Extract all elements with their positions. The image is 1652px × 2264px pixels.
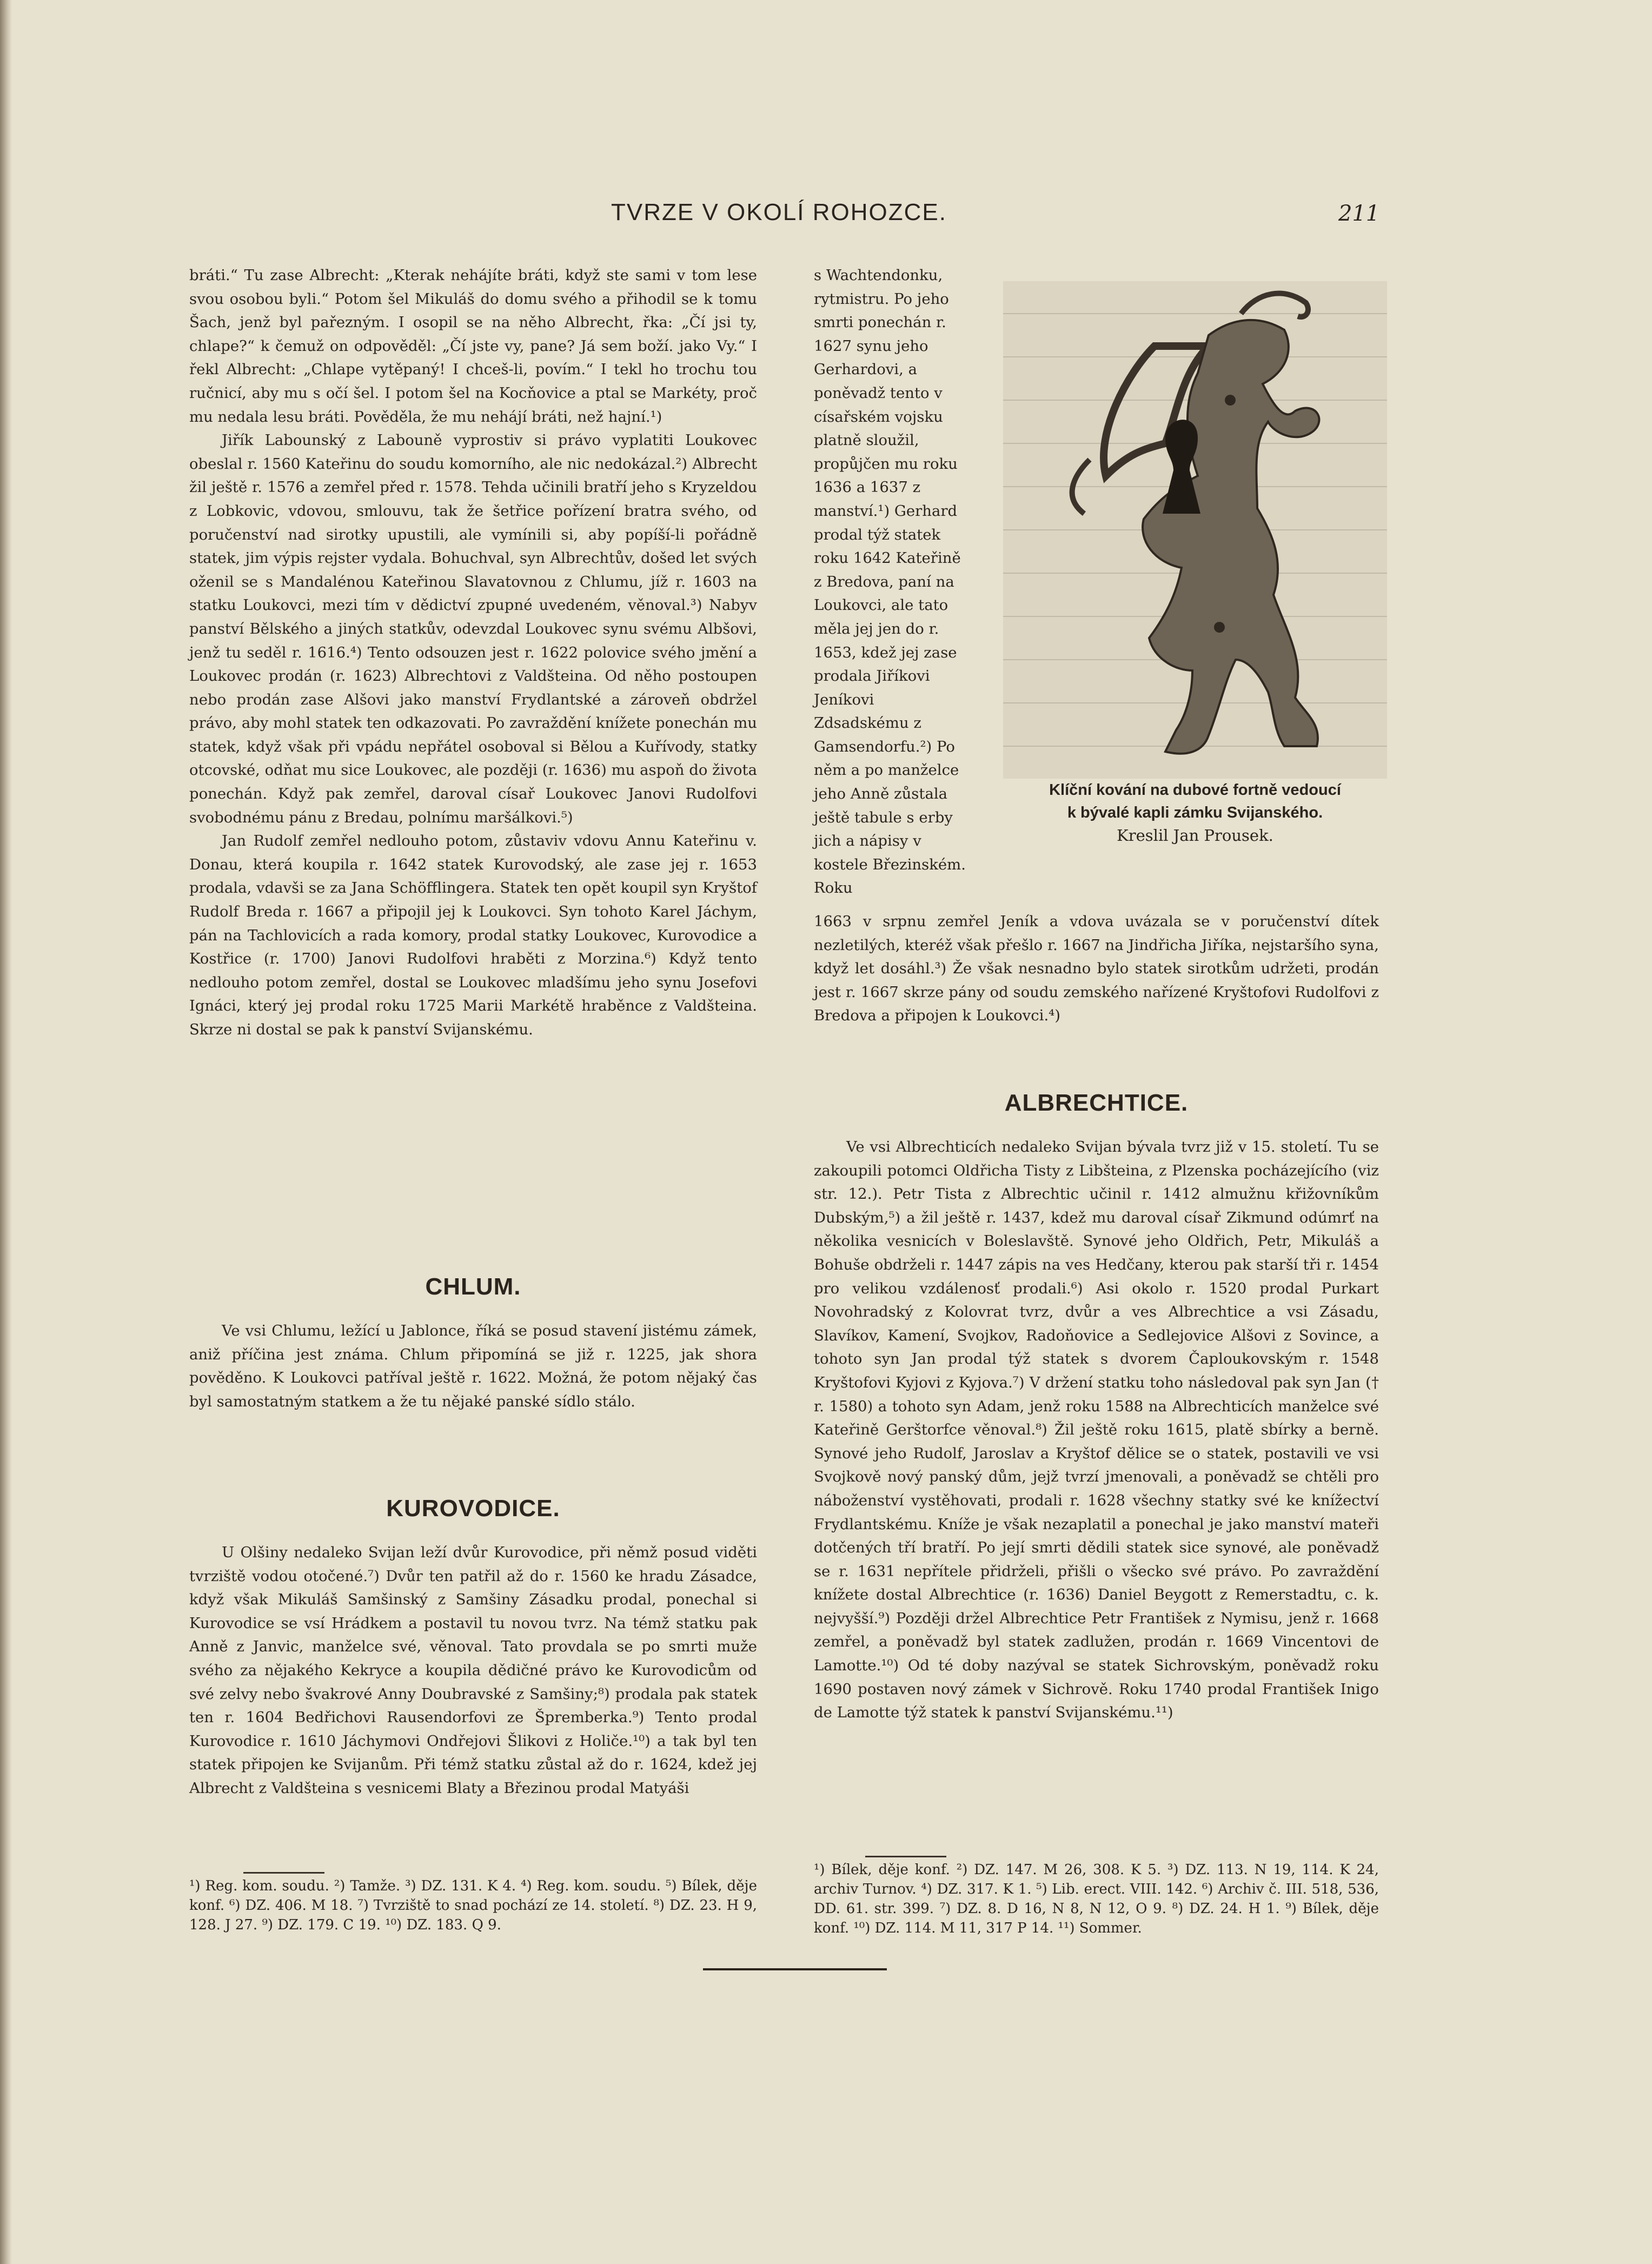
bottom-ornamental-rule	[703, 1968, 887, 1970]
right-footnotes: ¹) Bílek, děje konf. ²) DZ. 147. M 26, 308. K 5. ³) DZ. 113. N 19, 114. K 24, archiv Turnov. ⁴) DZ. 317. K 1. ⁵) Lib. erect. VIII. 142. ⁶) Archiv č. III. 518, 536, DD. 61. str. 399. ⁷) DZ. 8. D 16, N 8, N 12, O 9. ⁸) DZ. 24. H 1. ⁹) Bílek, děje konf. ¹⁰) DZ. 114. M 11, 317 P 14. ¹¹) Sommer.	[814, 1862, 1379, 1936]
caption-credit: Kreslil Jan Prousek.	[1117, 826, 1273, 845]
page-number: 211	[1338, 201, 1380, 226]
paragraph: Jan Rudolf zemřel nedlouho potom, zůstaviv vdovu Annu Kateřinu v. Donau, která koupila r. 1642 statek Kurovodský, ale zase jej r. 1653 prodala, vdavši se za Jana Schöfflingera. Statek ten opět koupil syn Kryštof Rudolf Breda r. 1667 a připojil jej k Loukovci. Syn tohoto Karel Jáchym, pán na Tachlovicích a rada komory, prodal statky Loukovec, Kurovodice a Kostřice (r. 1700) Janovi Rudolfovi hraběti z Morzina.⁶) Když tento nedlouho potom zemřel, dostal se Loukovec mladšímu jeho synu Josefovi Ignáci, který jej prodal roku 1725 Marii Markétě hraběnce z Valdšteina. Skrze ni dostal se pak k panství Svijanskému.	[189, 832, 757, 1038]
footnote-divider	[243, 1872, 324, 1874]
paragraph: 1663 v srpnu zemřel Jeník a vdova uvázala se v poručenství dítek nezletilých, kteréž však přešlo r. 1667 na Jindřicha Jiříka, nejstaršího syna, když let dosáhl.³) Že však nesnadno bylo statek sirotkům udržeti, prodán jest r. 1667 skrze pány od soudu zemského nařízené Kryštofovi Rudolfovi z Bredova a připojen k Loukovci.⁴)	[814, 913, 1379, 1025]
left-footnotes: ¹) Reg. kom. soudu. ²) Tamže. ³) DZ. 131. K 4. ⁴) Reg. kom. soudu. ⁵) Bílek, děje konf. ⁶) DZ. 406. M 18. ⁷) Tvrziště to snad pochází ze 14. století. ⁸) DZ. 23. H 9, 128. J 27. ⁹) DZ. 179. C 19. ¹⁰) DZ. 183. Q 9.	[189, 1878, 757, 1933]
caption-line: Klíční kování na dubové fortně vedoucí	[1049, 781, 1341, 799]
left-column	[189, 264, 757, 1042]
figure-caption	[990, 779, 1401, 847]
running-header: TVRZE V OKOLÍ ROHOZCE.	[611, 199, 947, 225]
right-column-continued	[814, 910, 1379, 1028]
paragraph: Ve vsi Albrechticích nedaleko Svijan bývala tvrz již v 15. století. Tu se zakoupili potomci Oldřicha Tisty z Libšteina, z Plzenska pocházejícího (viz str. 12.). Petr Tista z Albrechtic učinil r. 1412 almužnu křižovníkům Dubským,⁵) a žil ještě r. 1437, kdež mu daroval císař Zikmund odúmrť na několika vesnicích v Boleslavště. Synové jeho Oldřich, Petr, Mikuláš a Bohuše obdrželi r. 1447 zápis na ves Hedčany, kterou pak starší tři r. 1454 pro velikou vzdálenosť prodali.⁶) Asi okolo r. 1520 prodal Purkart Novohradský z Kolovrat tvrz, dvůr a ves Albrechtice a vsi Zásadu, Slavíkov, Kamení, Svojkov, Radoňovice a Sedlejovice Alšovi z Sovince, a tohoto syn Jan prodal týž statek s dvorem Čaploukovským r. 1548 Kryštofovi Kyjovi z Kyjova.⁷) V držení statku toho následoval pak syn Jan († r. 1580) a tohoto syn Adam, jenž roku 1588 na Albrechticích manželce své Kateřině Gerštorfce věnoval.⁸) Žil ještě roku 1615, platě sbírky a berně. Synové jeho Rudolf, Jaroslav a Kryštof dělice se o statek, postavili ve vsi Svojkově nový panský dům, jejž tvrzí jmenovali, a poněvadž se chtěli pro náboženství vystěhovati, prodali r. 1628 všechny statky své ke knížectví Frydlantskému. Kníže je však nezaplatil a ponechal je jako manství mateři dotčených tří bratří. Po její smrti dědili statek sice synové, ale poněvadž se r. 1631 nepřítele přidrželi, přišli o všecko své právo. Po zavraždění knížete dostal Albrechtice (r. 1636) Daniel Beygott z Remerstadtu, c. k. nejvyšší.⁹) Později držel Albrechtice Petr František z Nymisu, jenž r. 1668 zemřel, a poněvadž byl statek zadlužen, prodán r. 1669 Vincentovi de Lamotte.¹⁰) Od té doby nazýval se statek Sichrovským, poněvadž roku 1690 postaven nový zámek v Sichrově. Roku 1740 prodal František Inigo de Lamotte týž statek k panství Svijanskému.¹¹)	[814, 1138, 1379, 1722]
section-heading-kurovodice: KUROVODICE.	[386, 1495, 560, 1522]
paragraph: Jiřík Labounský z Labouně vyprostiv si právo vyplatiti Loukovec obeslal r. 1560 Kateřinu do soudu komorního, ale nic nedokázal.²) Albrecht žil ještě r. 1576 a zemřel před r. 1578. Tehda učinili bratří jeho s Kryzeldou z Lobkovic, vdovou, smlouvu, tak že šetřice pořízení bratra svého, od poručenství nad sirotky upustili, ale vymínili si, aby popíší-li pořádně statek, jim výpis rejster vydala. Bohuchval, syn Albrechtův, došed let svých oženil se s Mandalénou Kateřinou Slavatovnou z Chlumu, jíž r. 1603 na statku Loukovci, mezi tím v dědictví zpupné uvedeném, věnoval.³) Nabyv panství Bělského a jiných statkův, odevzdal Loukovec synu svému Albšovi, jenž tu seděl r. 1616.⁴) Tento odsouzen jest r. 1622 polovice svého jmění a Loukovec prodán (r. 1623) Albrechtovi z Valdšteina. Od něho postoupen nebo prodán zase Alšovi jako manství Frydlantské a zároveň obdržel právo, aby mohl statek ten odkazovati. Po zavraždění knížete ponechán mu statek, když však při vpádu nepřátel osoboval si Bělou a Kuřívody, statky otcovské, odňat mu sice Loukovec, ale později (r. 1636) mu aspoň do života ponechán. Když pak zemřel, daroval císař Loukovec Janovi Rudolfovi svobodnému pánu z Bredau, polnímu maršálkovi.⁵)	[189, 431, 757, 826]
section-heading-chlum: CHLUM.	[425, 1273, 521, 1300]
footnote-divider	[865, 1856, 946, 1857]
caption-line: k bývalé kapli zámku Svijanského.	[1067, 804, 1323, 821]
section-heading-albrechtice: ALBRECHTICE.	[1004, 1090, 1189, 1116]
paragraph: Ve vsi Chlumu, ležící u Jablonce, říká se posud stavení jistému zámek, aniž příčina jest známa. Chlum připomíná se již r. 1225, jak shora pověděno. K Loukovci patříval ještě r. 1622. Možná, že potom nějaký čas byl samostatným statkem a že tu nějaké panské sídlo stálo.	[189, 1322, 757, 1410]
chlum-text	[189, 1319, 757, 1413]
right-narrow-column: s Wachtendonku, rytmistru. Po jeho smrti ponechán r. 1627 synu jeho Gerhardovi, a poněvadž tento v císařském vojsku platně sloužil, propůjčen mu roku 1636 a 1637 z manství.¹) Gerhard prodal týž statek roku 1642 Kateřině z Bredova, paní na Loukovci, ale tato měla jej jen do r. 1653, kdež jej zase prodala Jiříkovi Jeníkovi Zdsadskému z Gamsendorfu.²) Po něm a po manželce jeho Anně zůstala ještě tabule s erby jich a nápisy v kostele Březinském. Roku	[814, 267, 966, 897]
albrechtice-text	[814, 1136, 1379, 1725]
kurovodice-text	[189, 1541, 757, 1801]
paragraph: bráti.“ Tu zase Albrecht: „Kterak nehájíte bráti, když ste sami v tom lese svou osobou byli.“ Potom šel Mikuláš do domu svého a přihodil se k tomu Šach, jenž byl pařezným. I osopil se na něho Albrecht, řka: „Čí jsi ty, chlape?“ k čemuž on odpověděl: „Čí jste vy, pane? Já sem boží. jako Vy.“ I řekl Albrecht: „Chlape vytěpaný! I chceš-li, povím.“ I tekl ho trochu tou ručnicí, aby mu s očí šel. I potom šel na Kocňovice a ptal se Markéty, proč mu nedala lesu bráti. Pověděla, že mu nehájí bráti, než hajní.¹)	[189, 267, 757, 426]
key-escutcheon-illustration	[1003, 281, 1387, 779]
page-binding-edge	[0, 0, 12, 2264]
paragraph: U Olšiny nedaleko Svijan leží dvůr Kurovodice, při němž posud viděti tvrziště vodou otočené.⁷) Dvůr ten patřil až do r. 1560 ke hradu Zásadce, když však Mikuláš Samšinský z Samšiny Zásadku prodal, ponechal si Kurovodice se vsí Hrádkem a postavil tu novou tvrz. Na témž statku pak Anně z Janvic, manželce své, věnoval. Tato provdala se po smrti muže svého za nějakého Kekryce a koupila dědičné právo ke Kurovodicům od své zelvy nebo švakrové Anny Doubravské z Samšiny;⁸) prodala pak statek ten r. 1604 Bedřichovi Rausendorfovi ze Špremberka.⁹) Tento prodal Kurovodice r. 1610 Jáchymovi Ondřejovi Šlikovi z Holiče.¹⁰) a tak byl ten statek připojen ke Svijanům. Při témž statku zůstal až do r. 1624, kdež jej Albrecht z Valdšteina s vesnicemi Blaty a Březinou prodal Matyáši	[189, 1544, 757, 1797]
